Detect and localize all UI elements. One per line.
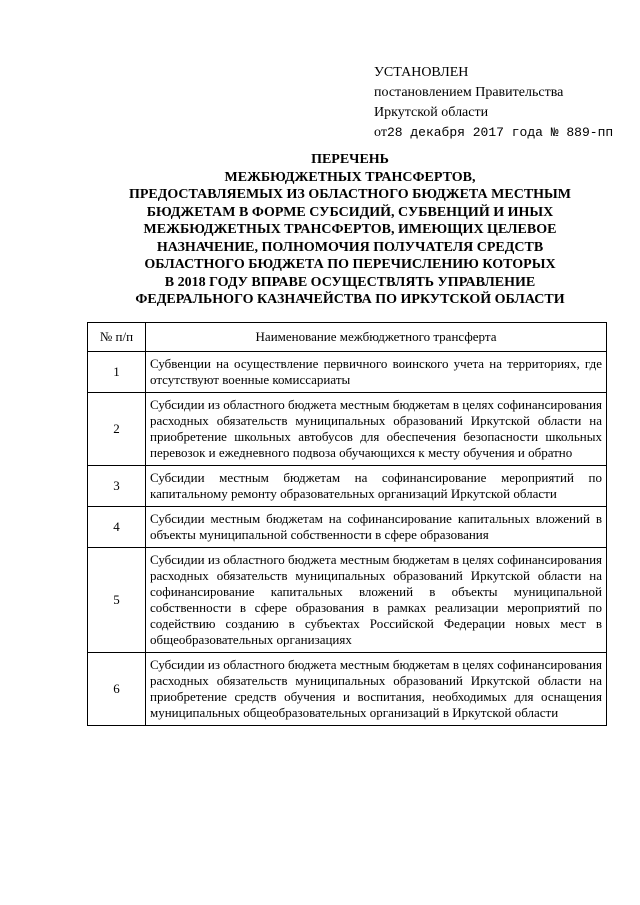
row-text: Субсидии местным бюджетам на софинансирование капитальных вложений в объекты муниципальной собственности в сфере образования [146,507,607,548]
approval-line-1: постановлением Правительства [374,85,564,100]
title-line: В 2018 ГОДУ ВПРАВЕ ОСУЩЕСТВЛЯТЬ УПРАВЛЕНИЕ [164,274,536,290]
document-title [60,151,640,309]
approval-block [374,63,613,143]
row-number: 6 [88,653,146,726]
header-number: № п/п [88,323,146,352]
title-line: ПРЕДОСТАВЛЯЕМЫХ ИЗ ОБЛАСТНОГО БЮДЖЕТА МЕСТНЫМ [128,187,572,202]
approval-line-2: Иркутской области [374,105,489,120]
row-text: Субсидии из областного бюджета местным бюджетам в целях софинансирования расходных обязательств муниципальных образований Иркутской области на софинансирование капитальных вложений в объекты муниципальной собственности в сфере образования в рамках реализации мероприятий по содействию созданию в субъектах Российской Федерации новых мест в общеобразовательных организациях [146,548,607,653]
row-number: 5 [88,548,146,653]
row-number: 2 [88,393,146,466]
title-line: ФЕДЕРАЛЬНОГО КАЗНАЧЕЙСТВА ПО ИРКУТСКОЙ ОБЛАСТИ [135,292,565,307]
table-row [88,466,607,507]
table-row [88,507,607,548]
approval-date: 28 декабря 2017 года № 889-пп [386,125,614,140]
row-text: Субсидии из областного бюджета местным бюджетам в целях софинансирования расходных обязательств муниципальных образований Иркутской области на приобретение средств обучения и воспитания, необходимых для оснащения муниципальных общеобразовательных организаций в Иркутской области [146,653,607,726]
row-text: Субвенции на осуществление первичного воинского учета на территориях, где отсутствуют военные комиссариаты [146,352,607,393]
approval-heading: УСТАНОВЛЕН [374,65,469,80]
title-line: МЕЖБЮДЖЕТНЫХ ТРАНСФЕРТОВ, [224,169,476,185]
title-line: НАЗНАЧЕНИЕ, ПОЛНОМОЧИЯ ПОЛУЧАТЕЛЯ СРЕДСТВ [156,239,544,255]
transfers-table [87,322,607,726]
table-header-row [88,323,607,352]
title-line: МЕЖБЮДЖЕТНЫХ ТРАНСФЕРТОВ, ИМЕЮЩИХ ЦЕЛЕВОЕ [143,222,557,237]
title-line: ОБЛАСТНОГО БЮДЖЕТА ПО ПЕРЕЧИСЛЕНИЮ КОТОРЫХ [144,257,556,272]
table-row [88,653,607,726]
title-line: ПЕРЕЧЕНЬ [311,152,389,167]
row-text: Субсидии местным бюджетам на софинансирование мероприятий по капитальному ремонту образовательных организаций Иркутской области [146,466,607,507]
row-number: 3 [88,466,146,507]
row-number: 1 [88,352,146,393]
row-text: Субсидии из областного бюджета местным бюджетам в целях софинансирования расходных обязательств муниципальных образований Иркутской области на приобретение школьных автобусов для обеспечения безопасности школьных перевозок и ежедневного подвоза обучающихся к месту обучения и обратно [146,393,607,466]
row-number: 4 [88,507,146,548]
table-row [88,352,607,393]
approval-date-line [374,123,613,143]
table-row [88,393,607,466]
header-name: Наименование межбюджетного трансферта [146,323,607,352]
title-line: БЮДЖЕТАМ В ФОРМЕ СУБСИДИЙ, СУБВЕНЦИЙ И ИНЫХ [146,204,554,220]
table-row [88,548,607,653]
approval-date-prefix: от [374,125,387,140]
